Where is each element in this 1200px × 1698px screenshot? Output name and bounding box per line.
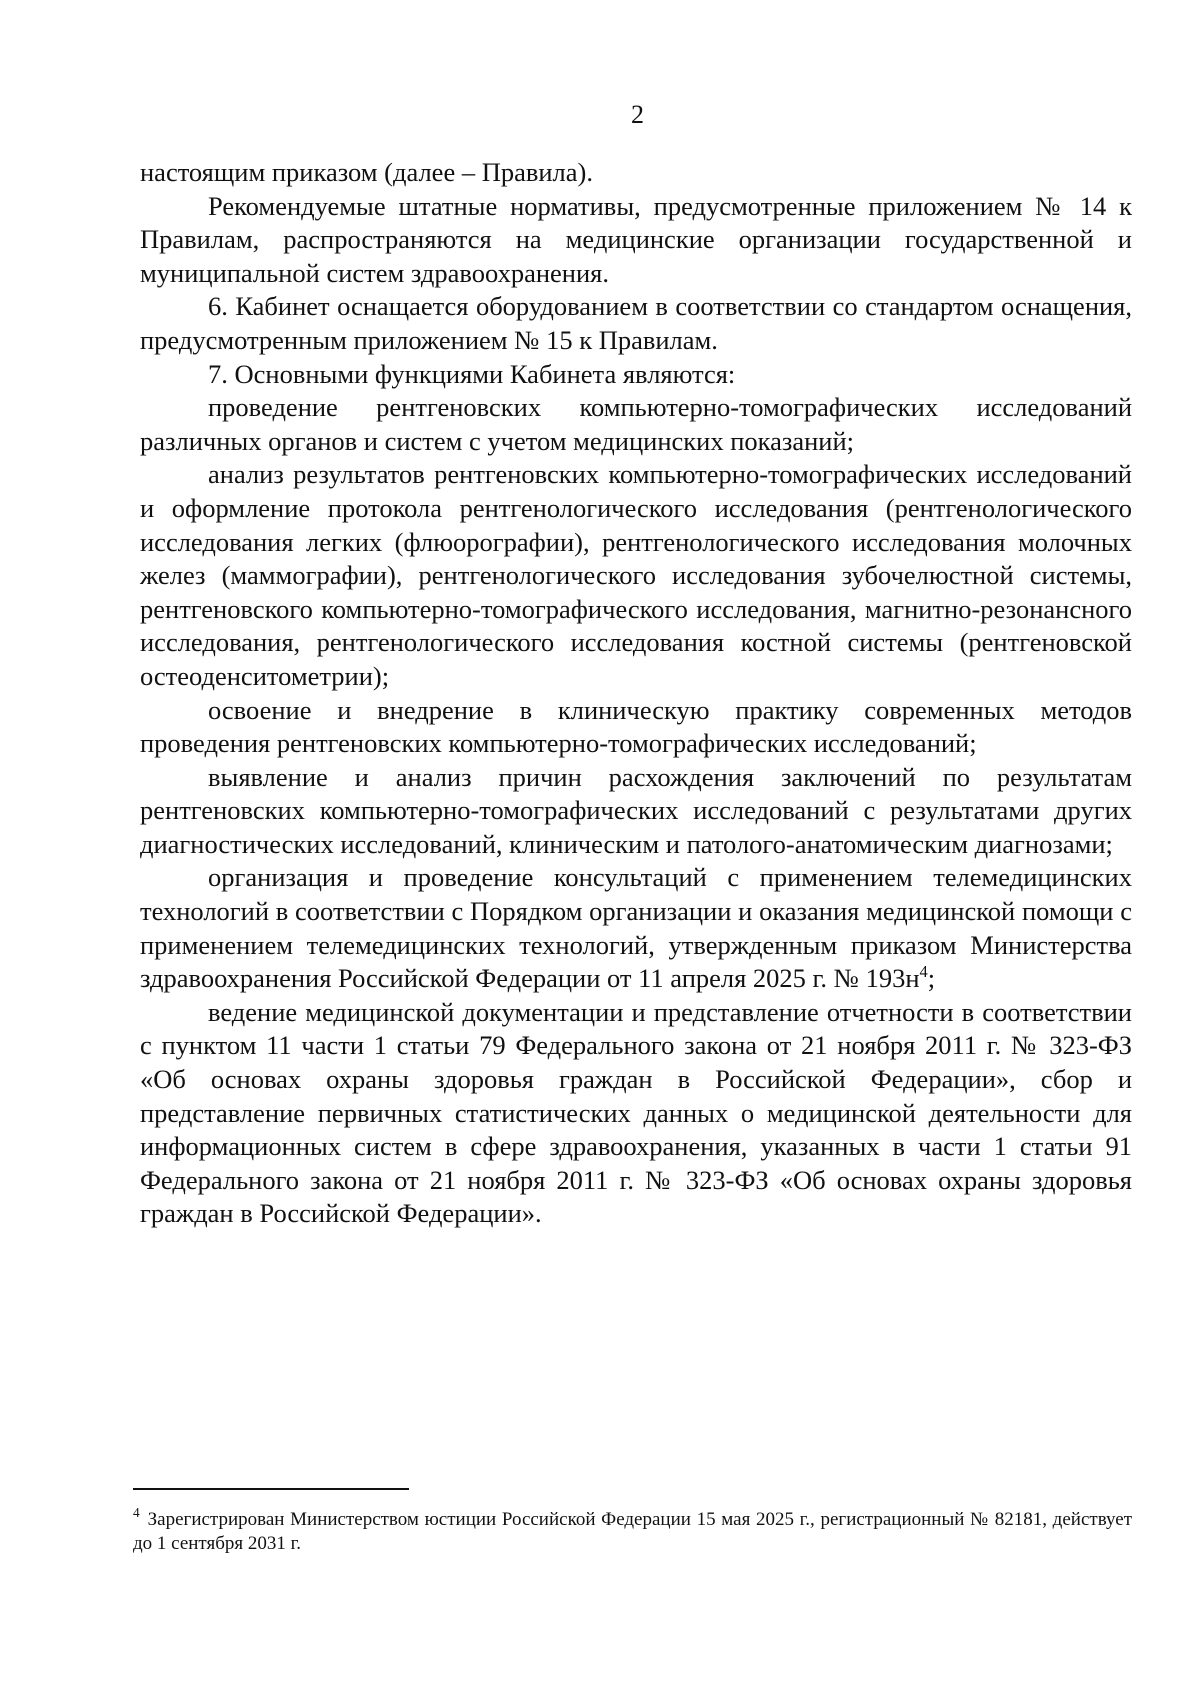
paragraph: 6. Кабинет оснащается оборудованием в соответствии со стандартом оснащения, предусмотренным приложением № 15 к Правилам. (140, 291, 1132, 355)
footnote-text: Зарегистрирован Министерством юстиции Российской Федерации 15 мая 2025 г., регистрационный № 82181, действует до 1 сентября 2031 г. (133, 1509, 1132, 1554)
paragraph: проведение рентгеновских компьютерно-томографических исследований различных органов и систем с учетом медицинских показаний; (140, 392, 1132, 456)
paragraph: настоящим приказом (далее – Правила). (140, 157, 593, 187)
document-body (140, 156, 1132, 1231)
paragraph: анализ результатов рентгеновских компьютерно-томографических исследований и оформление протокола рентгенологического исследования (рентгенологического исследования легких (флюорографии), рентгенологического исследования молочных желез (маммографии), рентгенологического исследования зубочелюстной системы, рентгеновского компьютерно-томографического исследования, магнитно-резонансного исследования, рентгенологического исследования костной системы (рентгеновской остеоденситометрии); (140, 459, 1132, 691)
paragraph: организация и проведение консультаций с применением телемедицинских технологий в соответствии с Порядком организации и оказания медицинской помощи с применением телемедицинских технологий, утвержденным приказом Министерства здравоохранения Российской Федерации от 11 апреля 2025 г. № $193н^4$; (140, 862, 1132, 994)
footnote-separator (133, 1488, 409, 1490)
page-number: 2 (631, 100, 644, 129)
paragraph: выявление и анализ причин расхождения заключений по результатам рентгеновских компьютерно-томографических исследований с результатами других диагностических исследований, клиническим и патолого-анатомическим диагнозами; (140, 761, 1132, 859)
footnote-marker: 4 (133, 1505, 140, 1521)
footnote-reference: 4 (919, 962, 928, 982)
footnote (133, 1505, 1132, 1556)
paragraph: Рекомендуемые штатные нормативы, предусмотренные приложением № 14 к Правилам, распространяются на медицинские организации государственной и муниципальной систем здравоохранения. (140, 190, 1132, 288)
paragraph: ведение медицинской документации и представление отчетности в соответствии с пунктом 11 части 1 статьи 79 Федерального закона от 21 ноября 2011 г. № 323-ФЗ «Об основах охраны здоровья граждан в Российской Федерации», сбор и представление первичных статистических данных о медицинской деятельности для информационных систем в сфере здравоохранения, указанных в части 1 статьи 91 Федерального закона от 21 ноября 2011 г. № 323-ФЗ «Об основах охраны здоровья граждан в Российской Федерации». (140, 996, 1132, 1229)
paragraph: освоение и внедрение в клиническую практику современных методов проведения рентгеновских компьютерно-томографических исследований; (140, 694, 1132, 759)
paragraph: 7. Основными функциями Кабинета являются: (208, 358, 736, 389)
